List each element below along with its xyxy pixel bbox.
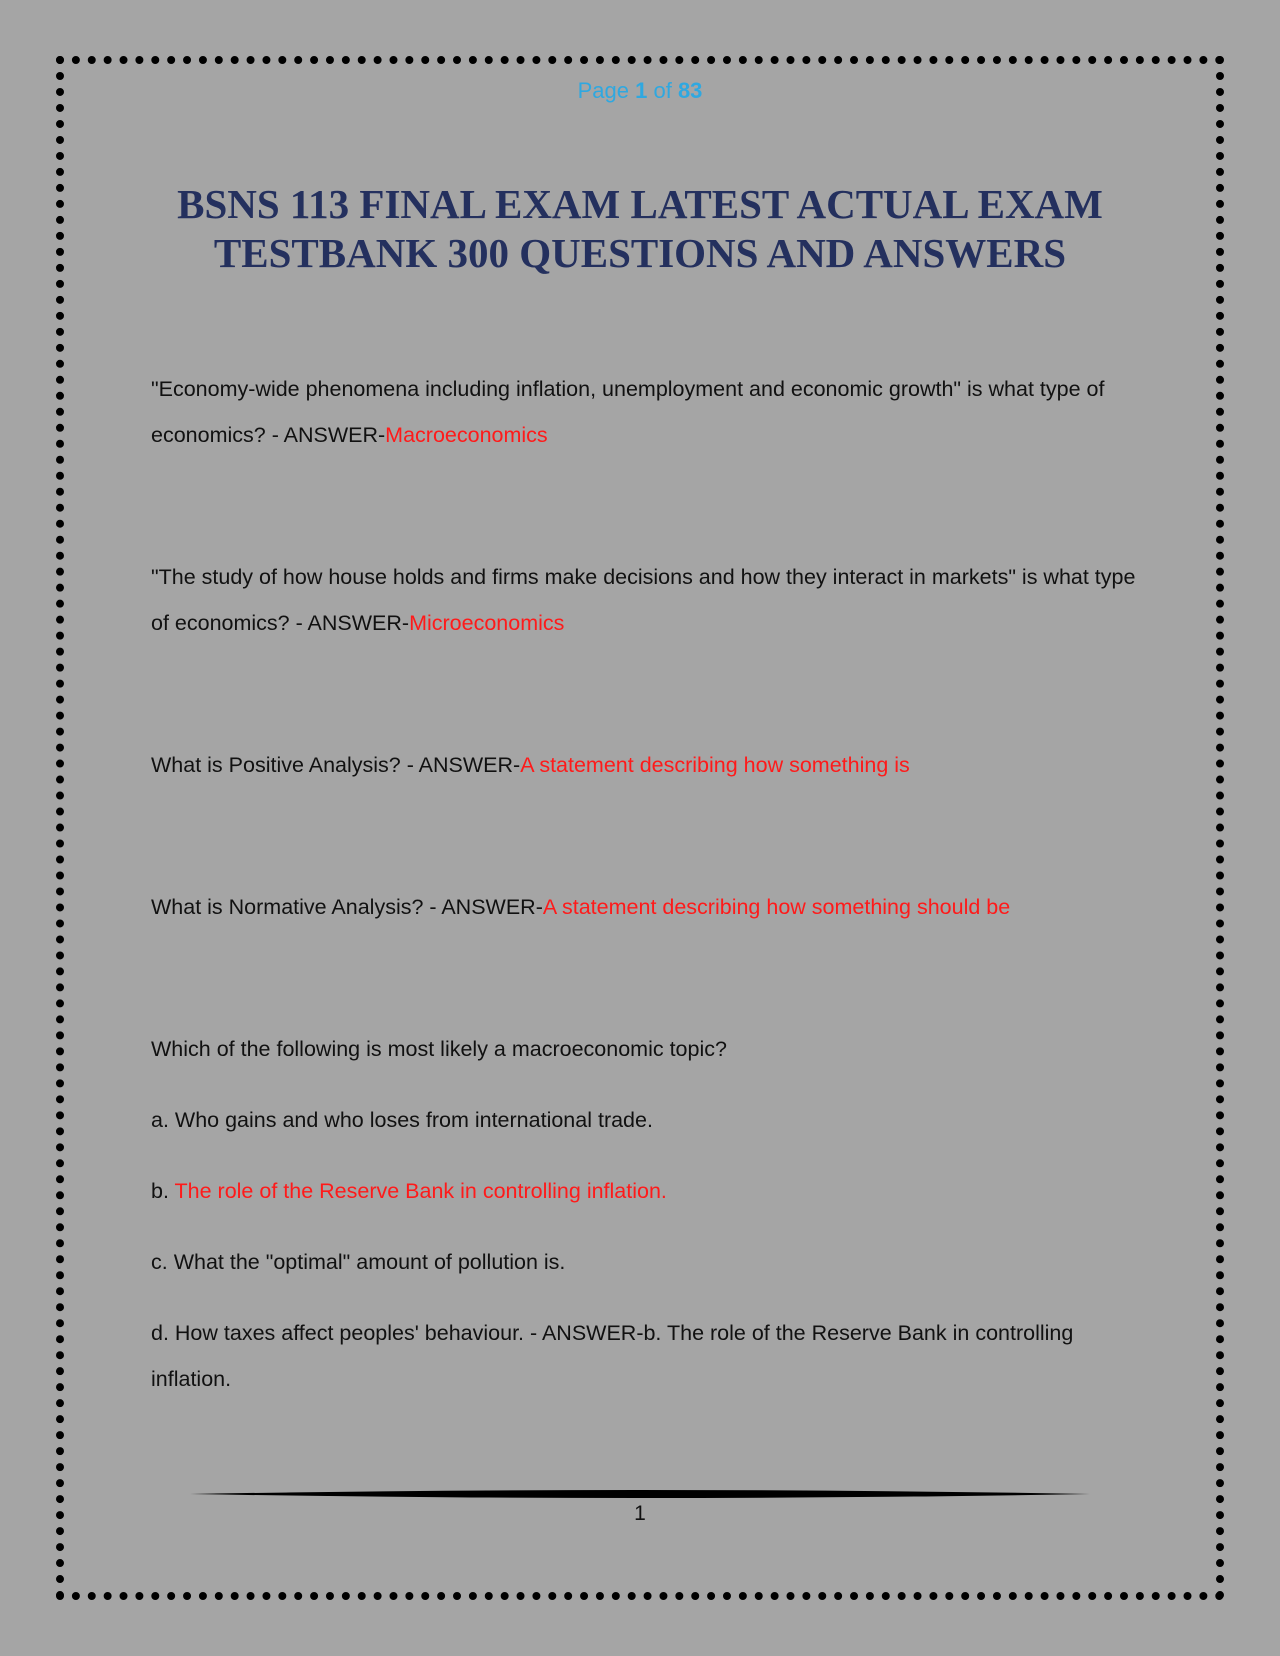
total-pages: 83 <box>677 78 703 103</box>
question-text: "Economy-wide phenomena including inflation, unemployment and economic growth" is what type of economics? - ANSWER- <box>151 377 1105 447</box>
qa-item-3 <box>151 742 1141 788</box>
title-line-2: TESTBANK 300 QUESTIONS AND ANSWERS <box>213 230 1067 276</box>
mcq-option-c: c. What the "optimal" amount of pollution is. <box>151 1250 566 1274</box>
qa-item-2 <box>151 554 1141 646</box>
mcq-option-b <box>151 1168 1141 1214</box>
qa-item-1 <box>151 366 1141 458</box>
answer-text: A statement describing how something is <box>520 753 910 777</box>
mcq-question: Which of the following is most likely a macroeconomic topic? <box>151 1037 727 1061</box>
question-text: "The study of how house holds and firms make decisions and how they interact in markets" is what type of economics? - ANSWER- <box>151 565 1136 635</box>
mcq-option-a: a. Who gains and who loses from international trade. <box>151 1108 653 1132</box>
footer-divider <box>190 1488 1090 1500</box>
page-word: Page <box>577 78 629 103</box>
qa-item-4 <box>151 884 1141 930</box>
option-b-text: The role of the Reserve Bank in controlling inflation. <box>174 1179 667 1203</box>
mcq-option-d: d. How taxes affect peoples' behaviour. - ANSWER-b. The role of the Reserve Bank in controlling inflation. <box>151 1321 1074 1391</box>
question-text: What is Positive Analysis? - ANSWER- <box>151 753 521 777</box>
footer-page-number: 1 <box>634 1502 646 1525</box>
option-b-prefix: b. <box>151 1179 175 1203</box>
answer-text: Macroeconomics <box>385 423 548 447</box>
answer-text: Microeconomics <box>409 611 565 635</box>
title-line-1: BSNS 113 FINAL EXAM LATEST ACTUAL EXAM <box>177 181 1103 227</box>
of-word: of <box>653 78 672 103</box>
document-title <box>150 180 1130 278</box>
page-counter <box>0 78 1280 104</box>
question-text: What is Normative Analysis? - ANSWER- <box>151 895 543 919</box>
answer-text: A statement describing how something should be <box>542 895 1011 919</box>
current-page: 1 <box>635 78 648 103</box>
